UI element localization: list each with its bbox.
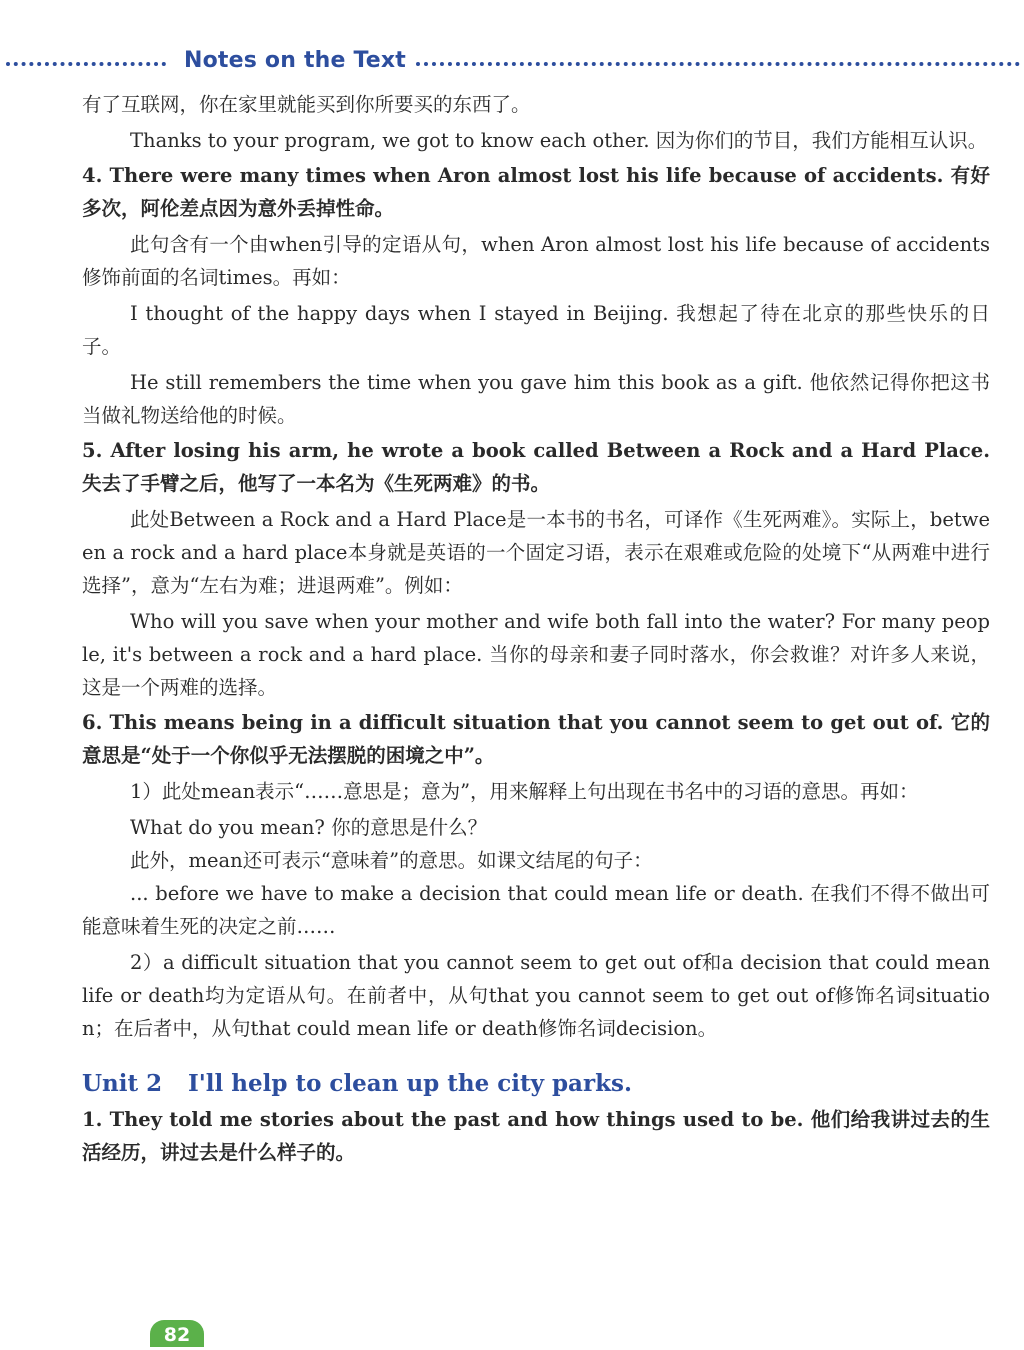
- example-sentence: ... before we have to make a decision that could mean life or death. 在我们不得不做出可能意味着生死的决定之前……: [82, 882, 990, 938]
- example-sentence: Who will you save when your mother and wife both fall into the water? For many people, it's between a rock and a hard place. 当你的母亲和妻子同时落水，你会救谁？对许多人来说，这是一个两难的选择。: [82, 610, 990, 699]
- paragraph: 此处Between a Rock and a Hard Place是一本书的书名，可译作《生死两难》。实际上，between a rock and a hard place本身就是英语的一个固定习语，表示在艰难或危险的处境下“从两难中进行选择”，意为“左右为难；进退两难”。例如：: [82, 508, 990, 597]
- header-dots-right: [416, 62, 1020, 66]
- page-number: 82: [150, 1320, 204, 1347]
- note-heading-1: 1. They told me stories about the past and how things used to be. 他们给我讲过去的生活经历，讲过去是什么样子的。: [82, 1108, 990, 1164]
- note-heading-6: 6. This means being in a difficult situation that you cannot seem to get out of. 它的意思是“处于一个你似乎无法摆脱的困境之中”。: [82, 711, 990, 767]
- header-title: Notes on the Text: [184, 48, 407, 73]
- paragraph: 此外，mean还可表示“意味着”的意思。如课文结尾的句子：: [130, 849, 653, 872]
- paragraph: Thanks to your program, we got to know each other. 因为你们的节目，我们方能相互认识。: [130, 129, 988, 152]
- page-body: [82, 88, 990, 1169]
- unit-heading: [82, 1067, 990, 1101]
- example-sentence: He still remembers the time when you gave him this book as a gift. 他依然记得你把这书当做礼物送给他的时候。: [82, 371, 990, 427]
- unit-number: Unit 2: [82, 1070, 163, 1097]
- paragraph: 2）a difficult situation that you cannot seem to get out of和a decision that could mean life or death均为定语从句。在前者中，从句that you cannot seem to get out of修饰名词situation；在后者中，从句that could mean life or death修饰名词decision。: [82, 951, 990, 1040]
- header-dots-left: [6, 62, 166, 66]
- paragraph: 1）此处mean表示“……意思是；意为”，用来解释上句出现在书名中的习语的意思。再如：: [130, 780, 919, 803]
- paragraph: 有了互联网，你在家里就能买到你所要买的东西了。: [82, 93, 531, 116]
- unit-title: I'll help to clean up the city parks.: [188, 1070, 632, 1097]
- example-sentence: What do you mean? 你的意思是什么？: [130, 816, 488, 839]
- paragraph: 此句含有一个由when引导的定语从句，when Aron almost lost his life because of accidents修饰前面的名词times。再如：: [82, 233, 990, 289]
- note-heading-5: 5. After losing his arm, he wrote a book called Between a Rock and a Hard Place. 失去了手臂之后，他写了一本名为《生死两难》的书。: [82, 439, 990, 495]
- example-sentence: I thought of the happy days when I stayed in Beijing. 我想起了待在北京的那些快乐的日子。: [82, 302, 990, 358]
- note-heading-4: 4. There were many times when Aron almost lost his life because of accidents. 有好多次，阿伦差点因为意外丢掉性命。: [82, 164, 990, 220]
- page-header: [0, 46, 1024, 80]
